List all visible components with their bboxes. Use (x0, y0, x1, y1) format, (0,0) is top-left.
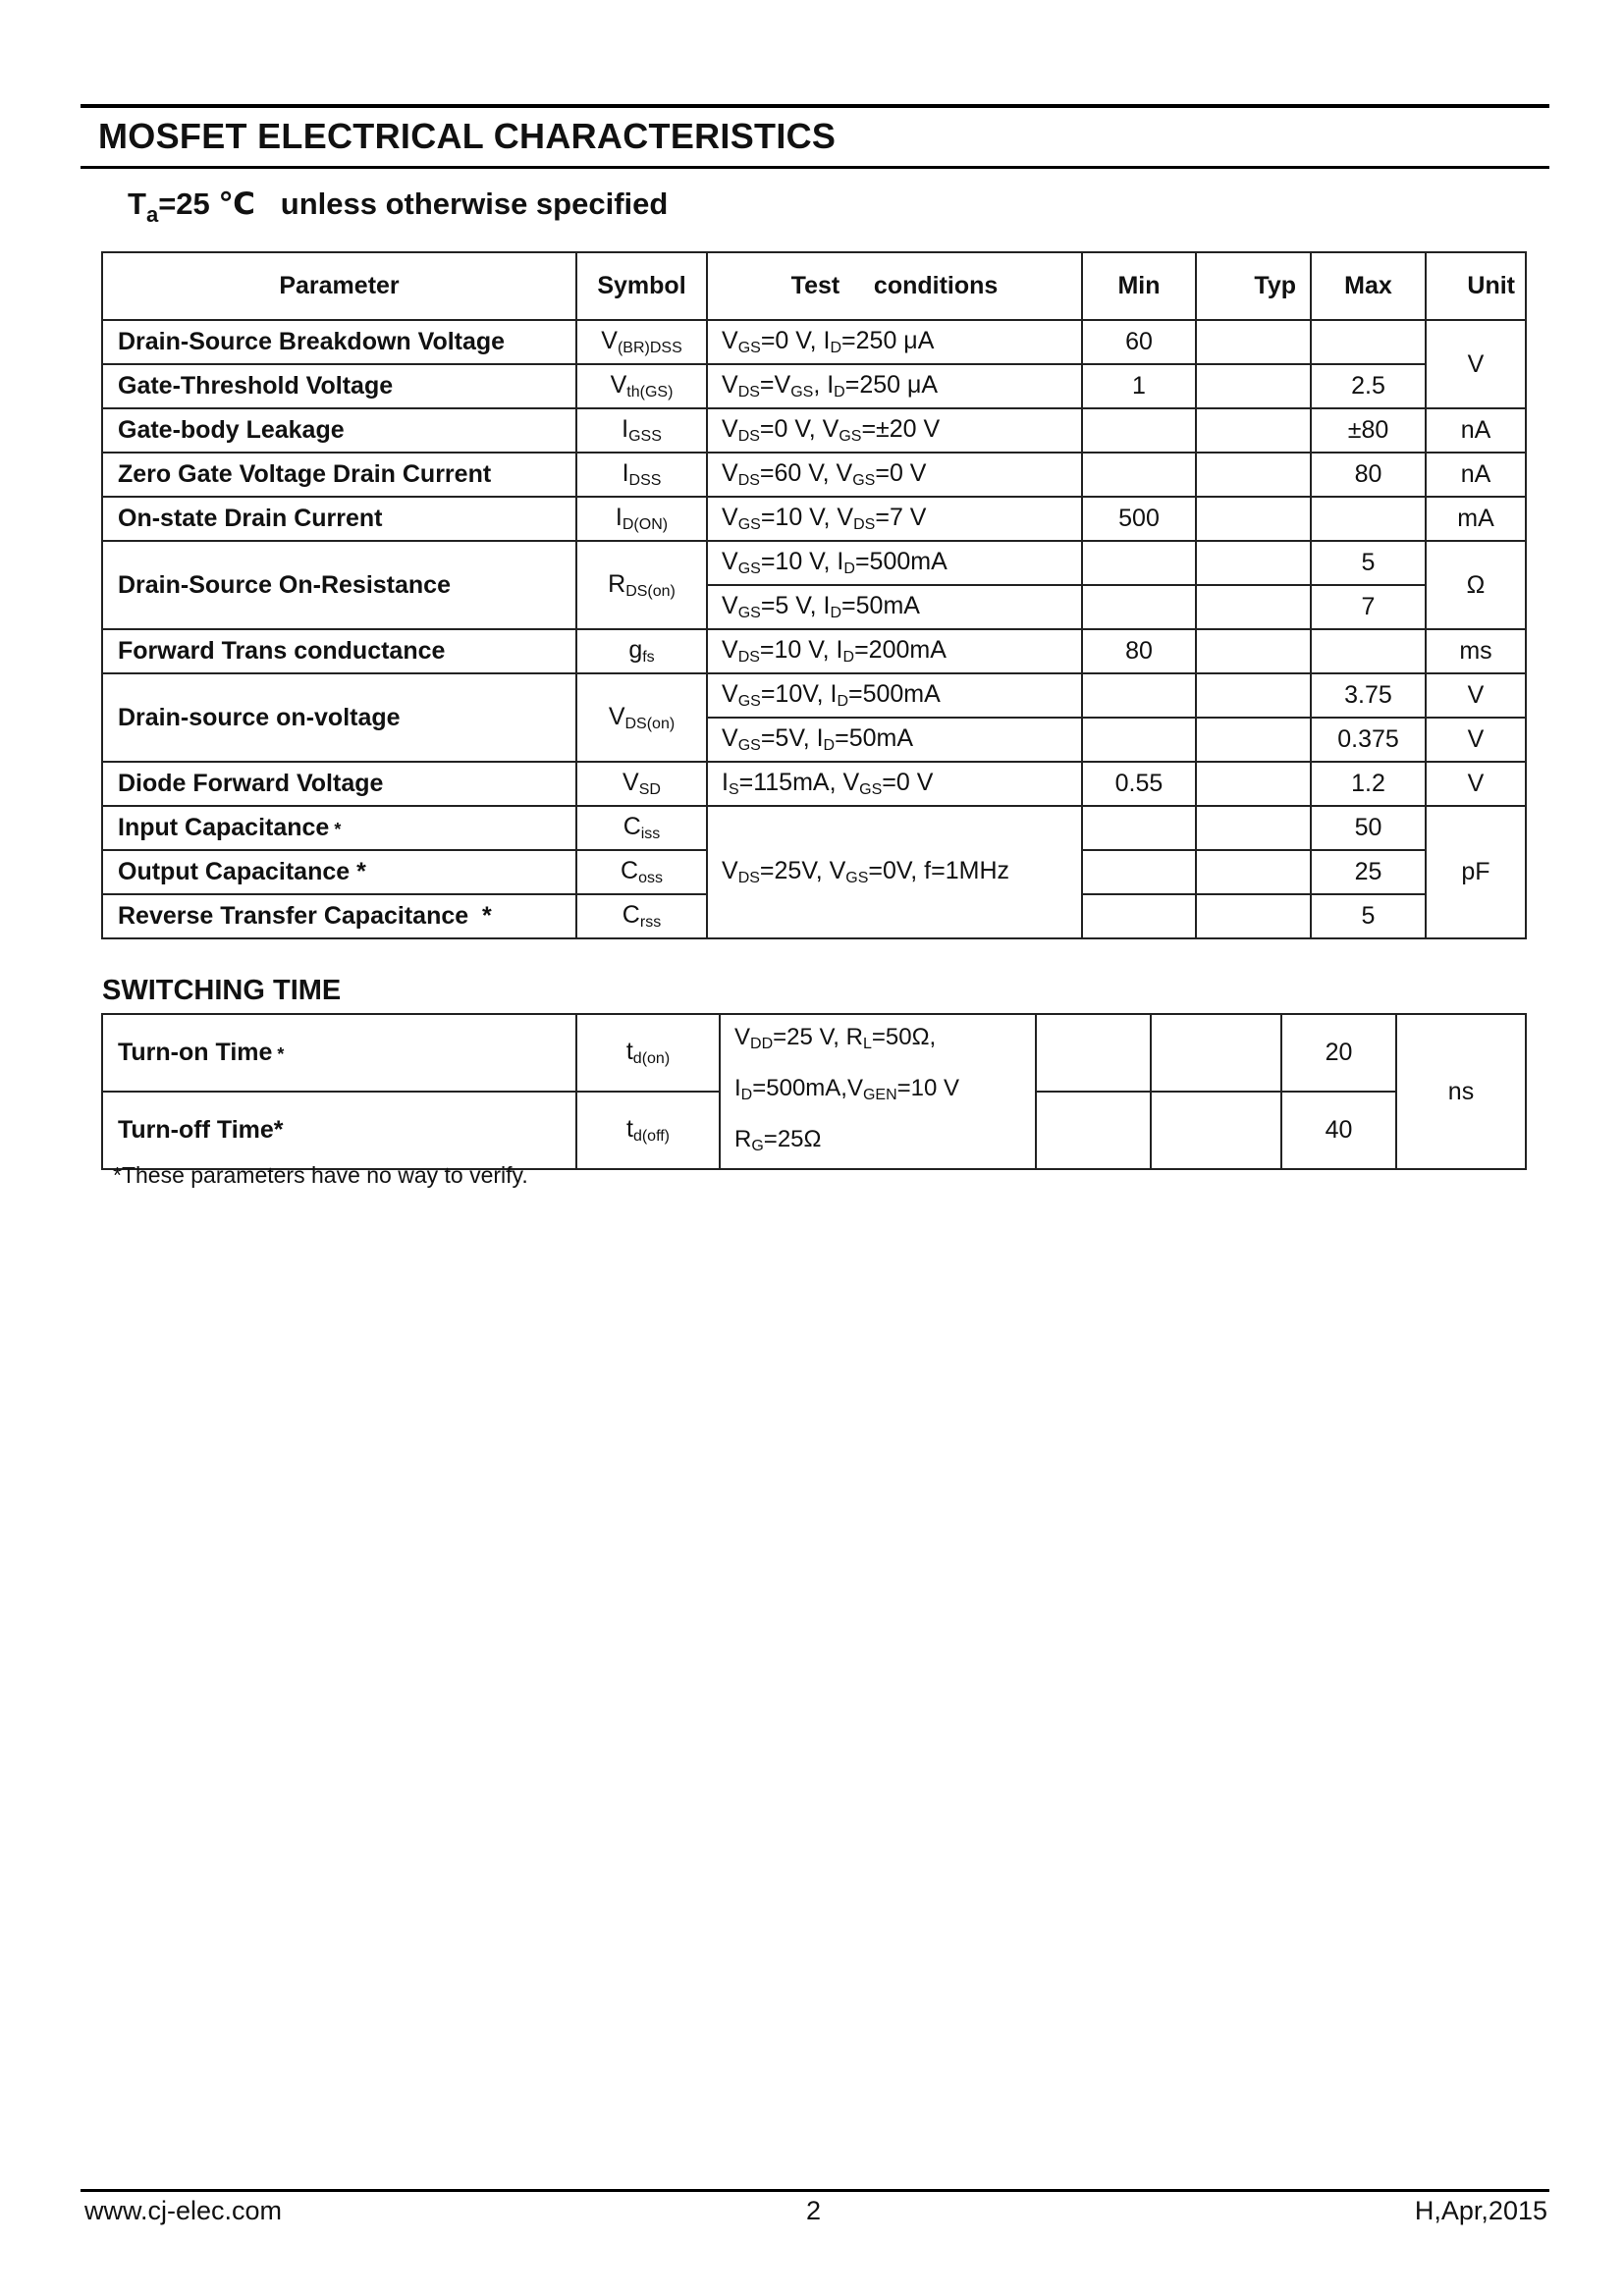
min-cell: 80 (1082, 629, 1196, 673)
table-row (102, 453, 1526, 497)
table-row (102, 364, 1526, 408)
table-row (102, 1014, 1526, 1092)
unit-cell: Ω (1426, 541, 1526, 629)
max-cell: 2.5 (1311, 364, 1426, 408)
page-title: MOSFET ELECTRICAL CHARACTERISTICS (98, 116, 837, 156)
unit-cell: nA (1426, 408, 1526, 453)
typ-cell (1196, 806, 1311, 850)
param-cell: Diode Forward Voltage (102, 762, 576, 806)
footer-rule (81, 2189, 1549, 2192)
unit-cell: V (1426, 762, 1526, 806)
condition-cell: $V_{GS}=5$ V, $I_D=50mA$ (707, 585, 1082, 629)
condition-cell: $V_{GS}=10V$, $I_D=500mA$ (707, 673, 1082, 718)
max-cell: 5 (1311, 894, 1426, 938)
table-row (102, 629, 1526, 673)
max-cell: 5 (1311, 541, 1426, 585)
symbol-cell: $V_{DS(on)}$ (576, 673, 707, 762)
condition-cell: $V_{GS}=0$ V, $I_D=250$ μA (707, 320, 1082, 364)
condition-cell: $V_{DS}=25V$, $V_{GS}=0V$, f=1MHz (707, 806, 1082, 938)
header-test-conditions: Test conditions (707, 252, 1082, 320)
condition-cell: $I_S=115mA$, $V_{GS}=0$ V (707, 762, 1082, 806)
max-cell (1311, 629, 1426, 673)
unit-cell: ns (1396, 1014, 1526, 1169)
symbol-cell: $C_{oss}$ (576, 850, 707, 894)
min-cell (1082, 894, 1196, 938)
typ-cell (1196, 762, 1311, 806)
param-cell: On-state Drain Current (102, 497, 576, 541)
switching-time-title: SWITCHING TIME (102, 975, 342, 1006)
max-cell: 25 (1311, 850, 1426, 894)
typ-cell (1151, 1014, 1281, 1092)
typ-cell (1196, 894, 1311, 938)
footer-revision-date: H,Apr,2015 (1414, 2196, 1547, 2225)
max-cell: ±80 (1311, 408, 1426, 453)
footnote: *These parameters have no way to verify. (113, 1162, 528, 1188)
table-row (102, 408, 1526, 453)
typ-cell (1196, 453, 1311, 497)
symbol-cell: $C_{iss}$ (576, 806, 707, 850)
param-cell: Gate-Threshold Voltage (102, 364, 576, 408)
footer-website: www.cj-elec.com (84, 2196, 283, 2225)
min-cell (1082, 673, 1196, 718)
param-cell: Turn-on Time * (102, 1014, 576, 1092)
symbol-cell: $t_{d(on)}$ (576, 1014, 720, 1092)
footer-page-number: 2 (806, 2196, 822, 2225)
typ-cell (1196, 541, 1311, 585)
header-symbol: Symbol (576, 252, 707, 320)
param-cell: Input Capacitance * (102, 806, 576, 850)
min-cell (1082, 408, 1196, 453)
max-cell: 40 (1281, 1092, 1396, 1169)
max-cell: 3.75 (1311, 673, 1426, 718)
typ-cell (1196, 585, 1311, 629)
condition-cell (720, 1014, 1036, 1169)
min-cell (1036, 1092, 1151, 1169)
symbol-cell: $C_{rss}$ (576, 894, 707, 938)
max-cell: 7 (1311, 585, 1426, 629)
condition-cell: $V_{DS}=V_{GS}$, $I_D=250$ μA (707, 364, 1082, 408)
min-cell: 500 (1082, 497, 1196, 541)
switching-time-table (101, 1013, 1527, 1170)
typ-cell (1196, 364, 1311, 408)
unit-cell: mA (1426, 497, 1526, 541)
min-cell (1082, 585, 1196, 629)
symbol-cell: $V_{th(GS)}$ (576, 364, 707, 408)
symbol-cell: $I_{DSS}$ (576, 453, 707, 497)
max-cell: 50 (1311, 806, 1426, 850)
param-cell: Drain-Source On-Resistance (102, 541, 576, 629)
typ-cell (1196, 408, 1311, 453)
typ-cell (1196, 850, 1311, 894)
typ-cell (1196, 718, 1311, 762)
max-cell: 20 (1281, 1014, 1396, 1092)
condition-line: $R_G=25\Omega$ (734, 1126, 822, 1154)
symbol-cell: $I_{GSS}$ (576, 408, 707, 453)
param-cell: Zero Gate Voltage Drain Current (102, 453, 576, 497)
param-cell: Output Capacitance * (102, 850, 576, 894)
table-header-row (102, 252, 1526, 320)
min-cell (1082, 453, 1196, 497)
param-cell: Drain-Source Breakdown Voltage (102, 320, 576, 364)
unit-cell: nA (1426, 453, 1526, 497)
typ-cell (1196, 673, 1311, 718)
test-condition: $T_a=25$ ℃ unless otherwise specified (128, 187, 669, 227)
min-cell (1082, 806, 1196, 850)
table-row (102, 541, 1526, 585)
table-row (102, 762, 1526, 806)
min-cell (1082, 541, 1196, 585)
electrical-characteristics-table (101, 251, 1527, 939)
condition-cell: $V_{GS}=10$ V, $V_{DS}=7$ V (707, 497, 1082, 541)
condition-cell: $V_{GS}=10$ V, $I_D=500mA$ (707, 541, 1082, 585)
title-underline (81, 166, 1549, 169)
unit-cell: V (1426, 718, 1526, 762)
unit-cell: V (1426, 673, 1526, 718)
condition-cell: $V_{DS}=60$ V, $V_{GS}=0$ V (707, 453, 1082, 497)
param-cell: Turn-off Time* (102, 1092, 576, 1169)
condition-cell: $V_{DS}=10$ V, $I_D=200mA$ (707, 629, 1082, 673)
unit-cell: ms (1426, 629, 1526, 673)
header-parameter: Parameter (102, 252, 576, 320)
param-cell: Forward Trans conductance (102, 629, 576, 673)
condition-line: $I_D=500mA,V_{GEN}=10$ V (734, 1075, 960, 1103)
min-cell (1082, 850, 1196, 894)
min-cell: 60 (1082, 320, 1196, 364)
header-unit: Unit (1426, 252, 1526, 320)
typ-cell (1196, 320, 1311, 364)
unit-cell: pF (1426, 806, 1526, 938)
table-row (102, 673, 1526, 718)
max-cell (1311, 497, 1426, 541)
max-cell: 0.375 (1311, 718, 1426, 762)
param-cell: Reverse Transfer Capacitance * (102, 894, 576, 938)
max-cell: 80 (1311, 453, 1426, 497)
symbol-cell: $g_{fs}$ (576, 629, 707, 673)
min-cell (1082, 718, 1196, 762)
header-min: Min (1082, 252, 1196, 320)
condition-cell: $V_{DS}=0$ V, $V_{GS}=\pm 20$ V (707, 408, 1082, 453)
condition-cell: $V_{GS}=5V$, $I_D=50mA$ (707, 718, 1082, 762)
symbol-cell: $R_{DS(on)}$ (576, 541, 707, 629)
unit-cell: V (1426, 320, 1526, 408)
typ-cell (1196, 629, 1311, 673)
table-row (102, 497, 1526, 541)
symbol-cell: $V_{SD}$ (576, 762, 707, 806)
symbol-cell: $I_{D(ON)}$ (576, 497, 707, 541)
max-cell (1311, 320, 1426, 364)
typ-cell (1151, 1092, 1281, 1169)
param-cell: Gate-body Leakage (102, 408, 576, 453)
table-row (102, 806, 1526, 850)
max-cell: 1.2 (1311, 762, 1426, 806)
top-rule (81, 104, 1549, 108)
symbol-cell: $t_{d(off)}$ (576, 1092, 720, 1169)
param-cell: Drain-source on-voltage (102, 673, 576, 762)
min-cell: 0.55 (1082, 762, 1196, 806)
min-cell (1036, 1014, 1151, 1092)
symbol-cell: $V_{(BR)DSS}$ (576, 320, 707, 364)
min-cell: 1 (1082, 364, 1196, 408)
header-max: Max (1311, 252, 1426, 320)
typ-cell (1196, 497, 1311, 541)
header-typ: Typ (1196, 252, 1311, 320)
table-row (102, 320, 1526, 364)
condition-line: $V_{DD}=25$ V, $R_L=50\Omega$, (734, 1024, 937, 1052)
